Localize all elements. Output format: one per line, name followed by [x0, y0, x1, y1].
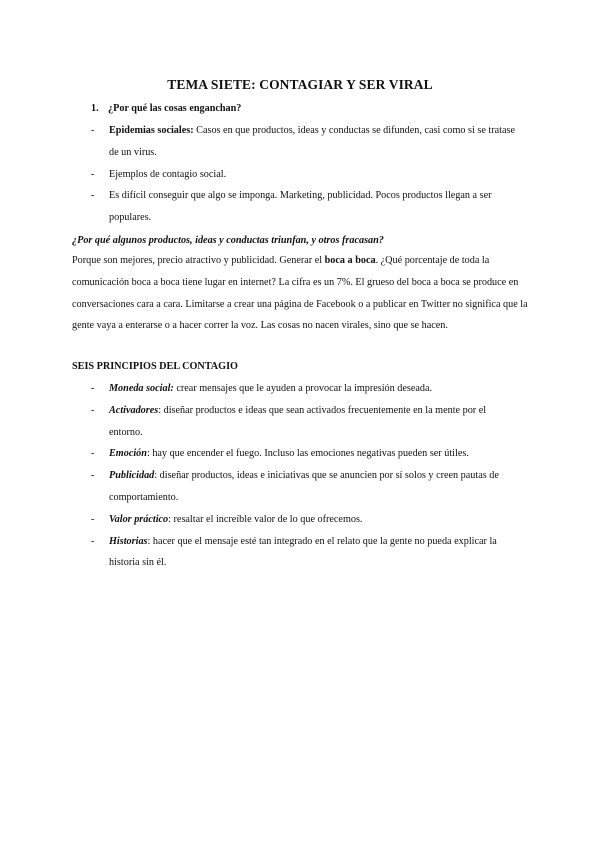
bullet-dash: -	[91, 513, 95, 525]
body-paragraph	[72, 250, 532, 337]
bullet-dash: -	[91, 470, 95, 482]
bullet-dash: -	[91, 125, 95, 136]
bullet-text: Casos en que productos, ideas y conductas se difunden, casi como si se tratase de un virus.	[109, 125, 516, 158]
principles-heading: SEIS PRINCIPIOS DEL CONTAGIO	[72, 361, 238, 372]
principle-term: Emoción	[109, 448, 147, 460]
bullet-text: Ejemplos de contagio social.	[109, 168, 227, 180]
section-number: 1.	[91, 103, 99, 114]
bullet-dash: -	[91, 383, 95, 394]
list-item	[91, 120, 521, 164]
list-item	[91, 400, 521, 444]
principle-text: : diseñar productos e ideas que sean activados frecuentemente en la mente por el entorno.	[109, 404, 487, 438]
bullet-dash: -	[91, 404, 95, 416]
list-item	[91, 531, 521, 575]
list-item	[91, 443, 521, 465]
section-heading-text: ¿Por qué las cosas enganchan?	[108, 103, 242, 114]
bullet-text: Es difícil conseguir que algo se imponga. Marketing, publicidad. Pocos productos llegan a ser populares.	[109, 190, 492, 224]
question-heading: ¿Por qué algunos productos, ideas y conductas triunfan, y otros fracasan?	[72, 235, 384, 246]
bullet-dash: -	[91, 535, 95, 547]
list-item	[91, 164, 521, 186]
bullet-dash: -	[91, 168, 95, 180]
bullet-dash: -	[91, 190, 95, 202]
bullet-term: Epidemias sociales:	[109, 125, 194, 136]
paragraph-bold: boca a boca	[324, 255, 376, 266]
principle-text: : resaltar el increíble valor de lo que ofrecemos.	[168, 513, 363, 525]
principle-text: crear mensajes que le ayuden a provocar la impresión deseada.	[173, 383, 433, 394]
list-item	[91, 465, 521, 509]
list-item	[91, 509, 521, 531]
principle-text: : hay que encender el fuego. Incluso las emociones negativas pueden ser útiles.	[146, 448, 469, 460]
bullet-dash: -	[91, 448, 95, 460]
principle-term: Publicidad	[109, 470, 155, 482]
list-item	[91, 378, 521, 400]
paragraph-text: . ¿Qué porcentaje de toda la comunicación boca a boca tiene lugar en internet? La cifra es un 7%. El grueso del boca a boca se produce en conversaciones cara a cara. Limitarse a crear una página de Facebook o a publicar en Twitter no significa que la gente vaya a enterarse o a hacer correr la voz. Las cosas no nacen virales, sino que se hacen.	[72, 255, 528, 332]
page-title: TEMA SIETE: CONTAGIAR Y SER VIRAL	[167, 77, 433, 92]
principle-term: Activadores	[109, 404, 159, 416]
principle-term: Moneda social:	[109, 383, 174, 394]
principle-text: : hacer que el mensaje esté tan integrado en el relato que la gente no pueda explicar la historia sin él.	[109, 535, 497, 569]
principles-list	[91, 378, 521, 574]
section-bullet-list	[91, 120, 521, 229]
section-heading	[91, 98, 511, 120]
principle-text: : diseñar productos, ideas e iniciativas que se anuncien por sí solos y creen pautas de comportamiento.	[109, 470, 499, 503]
list-item	[91, 185, 521, 229]
principle-term: Valor práctico	[109, 513, 169, 525]
principle-term: Historias	[109, 535, 148, 547]
paragraph-text: Porque son mejores, precio atractivo y publicidad. Generar el	[72, 255, 325, 266]
